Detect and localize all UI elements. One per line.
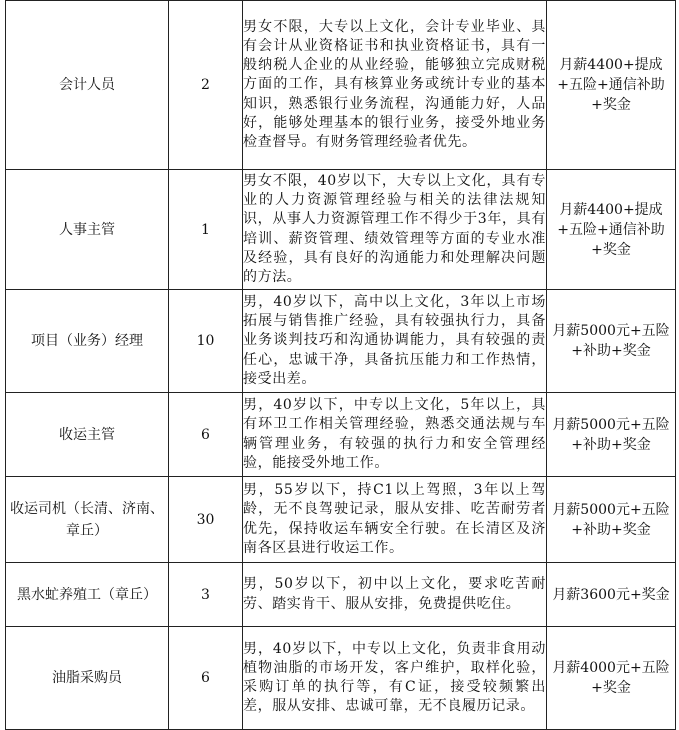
requirement-cell: [243, 290, 547, 393]
table-row: [6, 393, 676, 477]
headcount-cell: [169, 1, 243, 170]
headcount-text: 2: [201, 77, 210, 93]
headcount-text: 1: [201, 221, 210, 238]
position-text: 项目（业务）经理: [31, 333, 143, 349]
requirement-cell: [243, 563, 547, 627]
headcount-text: 30: [196, 511, 215, 528]
headcount-text: 3: [201, 586, 210, 603]
salary-cell: [547, 170, 676, 290]
salary-cell: [547, 563, 676, 627]
table-row: [6, 1, 676, 170]
headcount-text: 6: [201, 670, 210, 686]
headcount-cell: [169, 170, 243, 290]
salary-text: 月薪3600元+奖金: [552, 586, 670, 603]
requirement-cell: [243, 477, 547, 563]
headcount-cell: [169, 393, 243, 477]
headcount-cell: [169, 563, 243, 627]
position-cell: [6, 1, 169, 170]
salary-cell: [547, 393, 676, 477]
table-row: [6, 477, 676, 563]
salary-text: 月薪5000元+五险+补助+奖金: [552, 323, 670, 359]
position-text: 收运司机（长清、济南、章丘）: [10, 500, 164, 539]
job-listing-table: [5, 0, 676, 730]
requirement-text: 男，40岁以下，中专以上文化，负责非食用动植物油脂的市场开发，客户维护，取样化验，采购订单的执行等，有C证，接受较频繁出差，服从安排、忠诚可靠，无不良履历记录。: [243, 640, 546, 715]
salary-cell: [547, 1, 676, 170]
salary-text: 月薪5000元+五险+补助+奖金: [552, 501, 670, 538]
salary-text: 月薪4400+提成+五险+通信补助+奖金: [557, 201, 665, 258]
salary-cell: [547, 290, 676, 393]
table-row: [6, 627, 676, 730]
headcount-cell: [169, 290, 243, 393]
position-text: 油脂采购员: [52, 670, 122, 686]
salary-text: 月薪5000元+五险+补助+奖金: [552, 416, 670, 453]
headcount-text: 6: [201, 426, 210, 443]
requirement-cell: [243, 627, 547, 730]
position-cell: [6, 563, 169, 627]
requirement-cell: [243, 170, 547, 290]
requirement-text: 男，40岁以下，中专以上文化，5年以上，具有环卫工作相关管理经验，熟悉交通法规与车辆管理业务，有较强的执行力和安全管理经验，能接受外地工作。: [243, 397, 546, 471]
salary-text: 月薪4000元+五险+奖金: [552, 660, 670, 696]
salary-cell: [547, 627, 676, 730]
salary-text: 月薪4400+提成+五险+通信补助+奖金: [557, 57, 665, 113]
requirement-text: 男，55岁以下，持C1以上驾照，3年以上驾龄，无不良驾驶记录，服从安排、吃苦耐劳者优先，保持收运车辆安全行驶。在长清区及济南各区县进行收运工作。: [243, 482, 546, 556]
table-row: [6, 290, 676, 393]
position-cell: [6, 627, 169, 730]
requirement-text: 男女不限，大专以上文化，会计专业毕业、具有会计从业资格证书和执业资格证书，具有一般纳税人企业的从业经验，能够独立完成财税方面的工作，具有核算业务或统计专业的基本知识，熟悉银行业务流程，沟通能力好，人品好，能够处理基本的银行业务，接受外地业务检查督导。有财务管理经验者优先。: [243, 18, 546, 150]
requirement-cell: [243, 1, 547, 170]
requirement-cell: [243, 393, 547, 477]
table-row: [6, 170, 676, 290]
position-text: 收运主管: [59, 426, 115, 443]
position-text: 人事主管: [59, 221, 115, 238]
position-cell: [6, 290, 169, 393]
table-row: [6, 563, 676, 627]
requirement-text: 男，40岁以下，高中以上文化，3年以上市场拓展与销售推广经验，具有较强执行力，具备业务谈判技巧和沟通协调能力，具有较强的责任心，忠诚干净，具备抗压能力和工作热情，接受出差。: [243, 293, 546, 387]
position-text: 会计人员: [59, 77, 115, 93]
headcount-text: 10: [196, 333, 215, 349]
requirement-text: 男女不限，40岁以下，大专以上文化，具有专业的人力资源管理经验与相关的法律法规知识，从事人力资源管理工作不得少于3年，具有培训、薪资管理、绩效管理等方面的专业水准及经验，具有良好的沟通能力和处理解决问题的方法。: [243, 172, 546, 285]
position-cell: [6, 170, 169, 290]
salary-cell: [547, 477, 676, 563]
requirement-text: 男，50岁以下，初中以上文化，要求吃苦耐劳、踏实肯干、服从安排，免费提供吃住。: [243, 576, 546, 612]
position-cell: [6, 393, 169, 477]
position-text: 黑水虻养殖工（章丘）: [17, 586, 157, 603]
headcount-cell: [169, 627, 243, 730]
position-cell: [6, 477, 169, 563]
headcount-cell: [169, 477, 243, 563]
